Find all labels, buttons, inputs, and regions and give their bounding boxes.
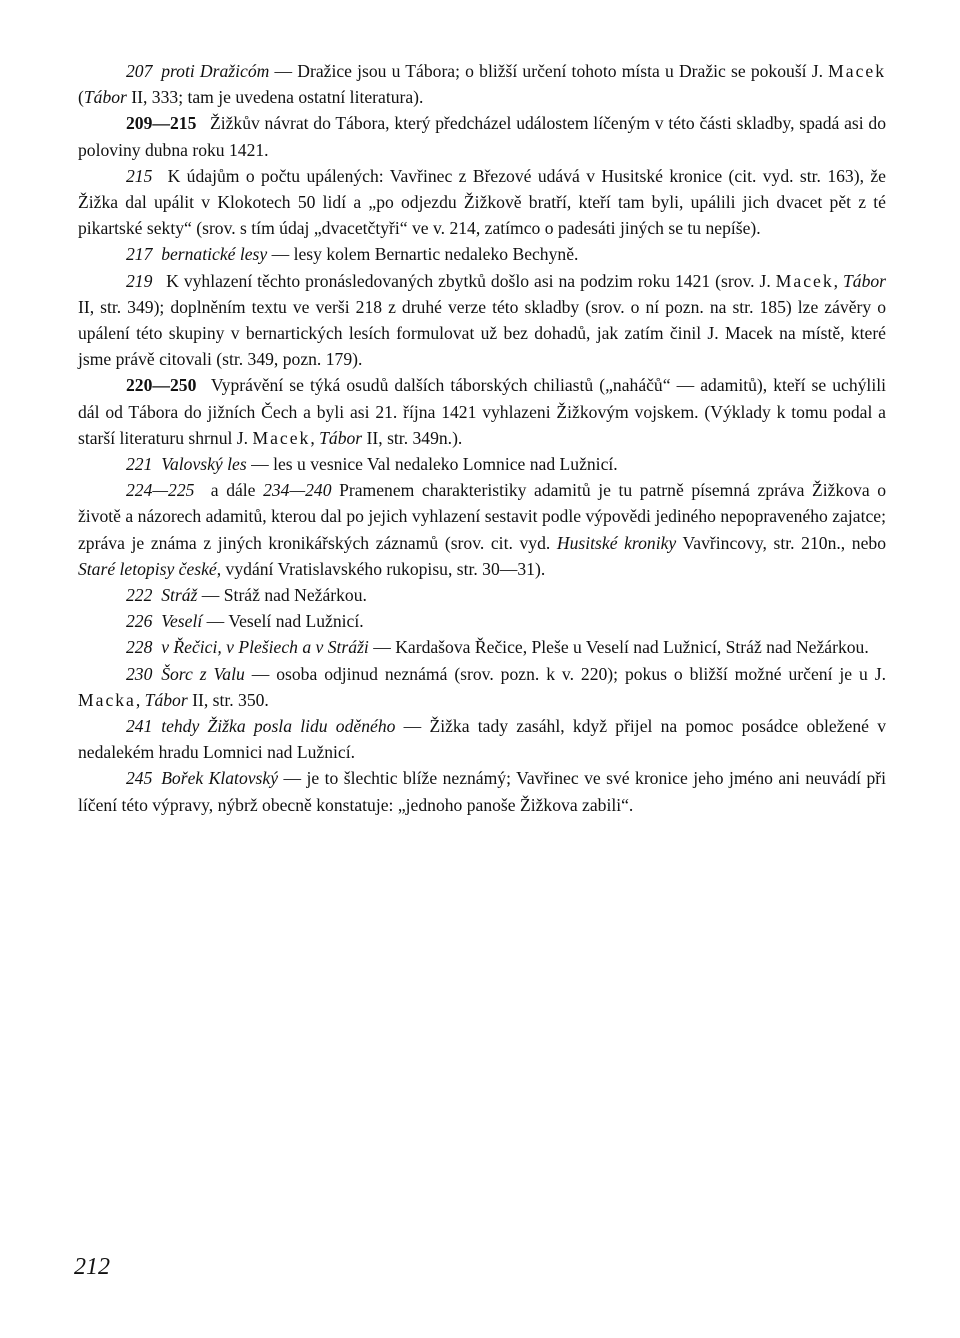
note-paragraph: [78, 713, 886, 765]
note-text: Žižka tady zasáhl, když přijel na pomoc posádce obležené v nedalekém hradu Lomnici nad Lužnicí.: [78, 716, 886, 763]
lemma: tehdy Žižka posla lidu oděného: [161, 716, 396, 737]
note-text: (: [78, 87, 84, 108]
lemma: Veselí: [161, 611, 203, 632]
title-italic: Husitské kroniky: [556, 532, 677, 553]
note-paragraph: [78, 372, 886, 451]
title-italic: Staré letopisy české: [78, 558, 217, 579]
separator: —: [278, 768, 307, 789]
note-text: ,: [310, 427, 320, 448]
note-paragraph: [78, 163, 886, 242]
verse-reference: 215: [126, 165, 153, 186]
note-paragraph: [78, 268, 886, 373]
note-paragraph: [78, 765, 886, 817]
separator: —: [246, 454, 274, 475]
note-text: II, str. 349n.).: [362, 427, 463, 448]
verse-reference: 241: [126, 716, 153, 737]
verse-reference: 220—250: [126, 375, 197, 396]
note-paragraph: [78, 58, 886, 110]
separator: —: [269, 61, 298, 81]
title-italic: Tábor: [144, 689, 188, 710]
notes-column: [78, 58, 886, 818]
note-paragraph: [78, 451, 886, 477]
author-name: Macek: [775, 270, 834, 291]
note-text: Vavřincovy, str. 210n., nebo: [676, 532, 886, 553]
lemma: Šorc z Valu: [161, 663, 245, 684]
note-text: II, str. 350.: [187, 689, 269, 710]
verse-reference: 226: [126, 611, 153, 632]
note-text: K vyhlazení těchto pronásledovaných zbytků došlo asi na podzim roku 1421 (srov. J.: [166, 270, 776, 291]
verse-reference: 230: [126, 663, 153, 684]
separator: —: [267, 244, 294, 265]
separator: —: [244, 663, 277, 684]
note-paragraph: [78, 634, 886, 660]
note-text: II, 333; tam je uvedena ostatní literatura).: [126, 87, 424, 108]
title-italic: Tábor: [842, 270, 887, 291]
verse-reference: 217: [126, 244, 153, 265]
title-italic: Tábor: [83, 87, 127, 108]
verse-reference: 224—225: [126, 480, 195, 501]
verse-reference: 221: [126, 454, 153, 475]
page-number: 212: [74, 1254, 110, 1280]
note-paragraph: [78, 582, 886, 608]
note-text: , vydání Vratislavského rukopisu, str. 30—31).: [216, 558, 546, 579]
title-italic: Tábor: [319, 427, 363, 448]
note-text: ,: [833, 270, 843, 291]
note-text: lesy kolem Bernartic nedaleko Bechyně.: [293, 244, 579, 265]
note-text: osoba odjinud neznámá (srov. pozn. k v. 220); pokus o bližší možné určení je u J.: [276, 663, 886, 684]
verse-reference: 245: [126, 768, 153, 789]
note-paragraph: [78, 110, 886, 162]
lemma: Bořek Klatovský: [161, 768, 279, 789]
verse-reference: 222: [126, 585, 153, 606]
lemma: Stráž: [161, 585, 198, 606]
title-italic: 234—240: [263, 480, 332, 501]
note-text: a dále: [203, 480, 264, 501]
note-paragraph: [78, 608, 886, 634]
lemma: bernatické lesy: [161, 244, 268, 265]
lemma: Valovský les: [161, 454, 247, 475]
verse-reference: 228: [126, 637, 153, 658]
note-text: II, str. 349); doplněním textu ve verši 218 z druhé verze této skladby (srov. o ní pozn. na str. 185) lze závěry o upálení této skupiny v bernartických lesích formulovat už bez dohadů, jak zatím činil J. Macek na místě, které jsme právě citovali (str. 349, pozn. 179).: [78, 296, 886, 370]
separator: —: [197, 585, 224, 606]
note-text: ,: [135, 689, 145, 710]
lemma: proti Dražicóm: [161, 61, 270, 81]
note-text: Pramenem charakteristiky adamitů je tu patrně písemná zpráva Žižkova o životě a názorech adamitů, kterou dal po jejich vyhlazení sestavit podle výpovědi jediného nepopraveného zajatce; zpráva je známa z jiných kronikářských záznamů (srov. cit. vyd.: [78, 480, 886, 553]
note-text: Dražice jsou u Tábora; o bližší určení tohoto místa u Dražic se pokouší J.: [297, 61, 829, 81]
author-name: Macek: [252, 427, 311, 448]
note-text: Vyprávění se týká osudů dalších táborských chiliastů („naháčů“ — adamitů), kteří se uchýlili dál od Tábora do jižních Čech a byli asi 21. října 1421 vyhlazeni Žižkovým vojskem. (Výklady k tomu podal a starší literaturu shrnul J.: [78, 375, 886, 448]
note-text: les u vesnice Val nedaleko Lomnice nad Lužnicí.: [273, 454, 618, 475]
note-text: Žižkův návrat do Tábora, který předcházel událostem líčeným v této části skladby, spadá asi do poloviny dubna roku 1421.: [78, 113, 886, 160]
verse-reference: 219: [126, 270, 153, 291]
separator: —: [368, 637, 396, 658]
note-paragraph: [78, 477, 886, 582]
note-text: Kardašova Řečice, Pleše u Veselí nad Lužnicí, Stráž nad Nežárkou.: [395, 637, 869, 658]
verse-reference: 207: [126, 61, 153, 81]
author-name: Macka: [78, 689, 136, 710]
note-paragraph: [78, 661, 886, 713]
separator: —: [395, 716, 430, 737]
note-text: Stráž nad Nežárkou.: [223, 585, 367, 606]
lemma: v Řečici, v Plešiech a v Stráži: [161, 637, 369, 658]
separator: —: [202, 611, 229, 632]
note-text: K údajům o počtu upálených: Vavřinec z Březové udává v Husitské kronice (cit. vyd. str. 163), že Žižka dal upálit v Klokotech 50 lidí a „po odjezdu Žižkově bratří, kteří tam byli, upálili jich dvacet pět z té pikartské sekty“ (srov. s tím údaj „dvacetčtyři“ ve v. 214, zatímco o padesáti jiných se tu nepíše).: [78, 165, 886, 239]
note-text: Veselí nad Lužnicí.: [228, 611, 364, 632]
note-paragraph: [78, 241, 886, 267]
verse-reference: 209—215: [126, 113, 197, 134]
author-name: Macek: [828, 61, 887, 81]
note-text: je to šlechtic blíže neznámý; Vavřinec ve své kronice jeho jméno ani neuvádí při líčení této výpravy, nýbrž obecně konstatuje: „jednoho panoše Žižkova zabili“.: [78, 768, 886, 815]
